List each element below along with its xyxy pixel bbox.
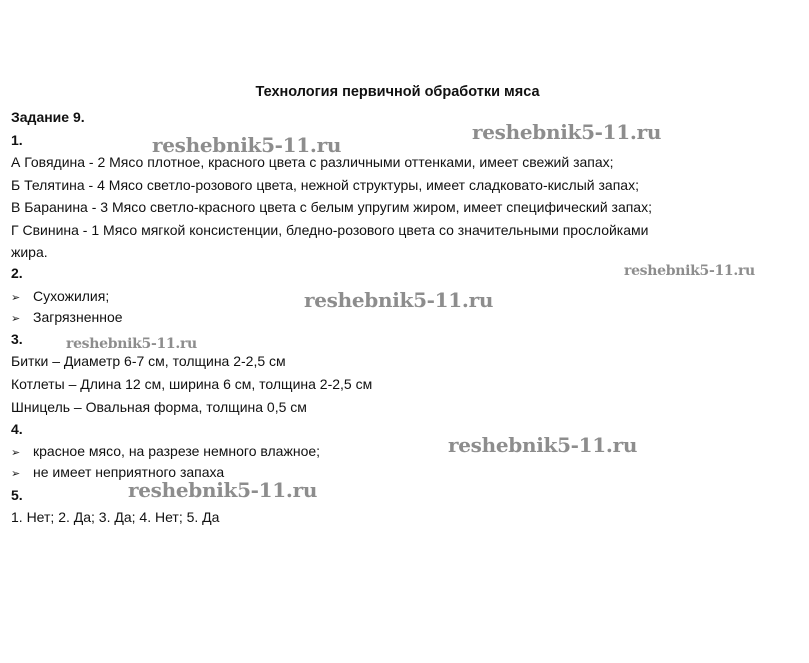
- section-1-line-v: В Баранина - 3 Мясо светло-красного цвета с белым упругим жиром, имеет специфический запах;: [11, 199, 652, 215]
- arrow-bullet-icon: ➢: [11, 292, 21, 304]
- watermark: reshebnik5-11.ru: [304, 288, 494, 312]
- document-title: Технология первичной обработки мяса: [255, 84, 540, 100]
- section-3-number: 3.: [11, 331, 23, 347]
- watermark: reshebnik5-11.ru: [66, 336, 197, 352]
- section-3-line-kotlety: Котлеты – Длина 12 см, ширина 6 см, толщина 2-2,5 см: [11, 376, 373, 392]
- section-4-item-text: не имеет неприятного запаха: [33, 464, 225, 480]
- section-5-answer: 1. Нет; 2. Да; 3. Да; 4. Нет; 5. Да: [11, 509, 220, 525]
- watermark: reshebnik5-11.ru: [128, 478, 318, 502]
- section-1-line-g: Г Свинина - 1 Мясо мягкой консистенции, бледно-розового цвета со значительными прослойками: [11, 222, 649, 238]
- arrow-bullet-icon: ➢: [11, 447, 21, 459]
- section-1-line-b: Б Телятина - 4 Мясо светло-розового цвета, нежной структуры, имеет сладковато-кислый запах;: [11, 177, 639, 193]
- arrow-bullet-icon: ➢: [11, 468, 21, 480]
- section-3-line-bitki: Битки – Диаметр 6-7 см, толщина 2-2,5 см: [11, 353, 286, 369]
- section-1-line-g-cont: жира.: [11, 244, 48, 260]
- section-4-item-text: красное мясо, на разрезе немного влажное;: [33, 443, 321, 459]
- section-4-item: [11, 442, 320, 462]
- section-2-item: [11, 308, 123, 328]
- section-4-number: 4.: [11, 421, 23, 437]
- watermark: reshebnik5-11.ru: [152, 133, 342, 157]
- section-1-number: 1.: [11, 132, 23, 148]
- arrow-bullet-icon: ➢: [11, 313, 21, 325]
- watermark: reshebnik5-11.ru: [624, 263, 755, 279]
- section-2-item-text: Загрязненное: [33, 309, 123, 325]
- section-2-item-text: Сухожилия;: [33, 288, 110, 304]
- watermark: reshebnik5-11.ru: [448, 433, 638, 457]
- section-5-number: 5.: [11, 487, 23, 503]
- watermark: reshebnik5-11.ru: [472, 120, 662, 144]
- section-2-item: [11, 287, 109, 307]
- section-1-line-a: А Говядина - 2 Мясо плотное, красного цвета с различными оттенками, имеет свежий запах;: [11, 154, 614, 170]
- section-2-number: 2.: [11, 265, 23, 281]
- task-heading: Задание 9.: [11, 109, 85, 125]
- section-3-line-shnitsel: Шницель – Овальная форма, толщина 0,5 см: [11, 399, 307, 415]
